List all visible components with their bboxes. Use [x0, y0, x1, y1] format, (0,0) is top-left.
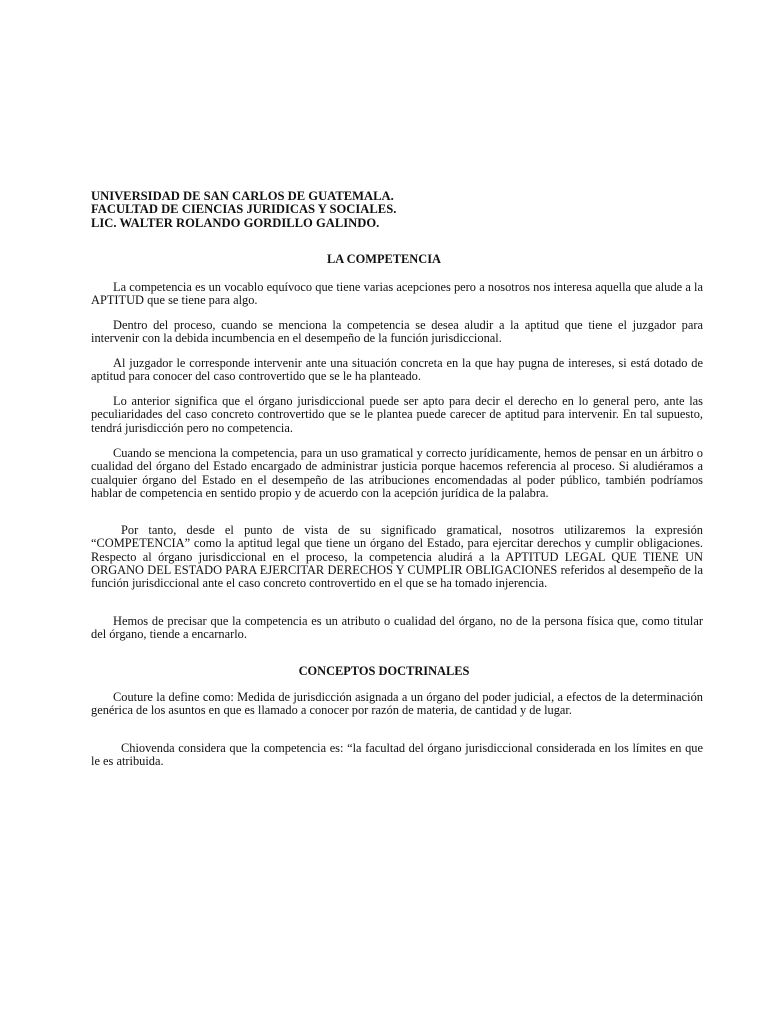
- paragraph: Chiovenda considera que la competencia es: “la facultad del órgano jurisdiccional considerada en los límites en que le es atribuida.: [91, 741, 703, 769]
- paragraph: Cuando se menciona la competencia, para un uso gramatical y correcto jurídicamente, hemos de pensar en un árbitro o cualidad del órgano del Estado encargado de administrar justicia porque hacemos referencia al proceso. Si aludiéramos a cualquier órgano del Estado en el desempeño de las atribuciones encomendadas al poder público, también podríamos hablar de competencia en sentido propio y de acuerdo con la acepción jurídica de la palabra.: [91, 446, 703, 500]
- header-university: UNIVERSIDAD DE SAN CARLOS DE GUATEMALA.: [91, 189, 394, 203]
- section-title-conceptos: CONCEPTOS DOCTRINALES: [298, 664, 470, 678]
- paragraph: Al juzgador le corresponde intervenir ante una situación concreta en la que hay pugna de intereses, si está dotado de aptitud para conocer del caso controvertido que se le ha planteado.: [91, 356, 703, 384]
- paragraph: La competencia es un vocablo equívoco que tiene varias acepciones pero a nosotros nos interesa aquella que alude a la APTITUD que se tiene para algo.: [91, 280, 703, 308]
- header-faculty: FACULTAD DE CIENCIAS JURIDICAS Y SOCIALES.: [91, 202, 397, 217]
- header-author: LIC. WALTER ROLANDO GORDILLO GALINDO.: [91, 215, 380, 230]
- paragraph: Dentro del proceso, cuando se menciona la competencia se desea aludir a la aptitud que tiene el juzgador para intervenir con la debida incumbencia en el desempeño de la función jurisdiccional.: [91, 318, 703, 346]
- paragraph: Lo anterior significa que el órgano jurisdiccional puede ser apto para decir el derecho en lo general pero, ante las peculiaridades del caso concreto controvertido que se le plantea puede carecer de aptitud para intervenir. En tal supuesto, tendrá jurisdicción pero no competencia.: [91, 394, 703, 435]
- paragraph: Hemos de precisar que la competencia es un atributo o cualidad del órgano, no de la persona física que, como titular del órgano, tiende a encarnarlo.: [91, 614, 703, 642]
- section-title-competencia: LA COMPETENCIA: [327, 252, 441, 266]
- paragraph: Por tanto, desde el punto de vista de su significado gramatical, nosotros utilizaremos la expresión “COMPETENCIA” como la aptitud legal que tiene un órgano del Estado, para ejercitar derechos y cumplir obligaciones. Respecto al órgano jurisdiccional en el proceso, la competencia aludirá a la APTITUD LEGAL QUE TIENE UN ORGANO DEL ESTADO PARA EJERCITAR DERECHOS Y CUMPLIR OBLIGACIONES referidos al desempeño de la función jurisdiccional ante el caso concreto controvertido en el que se ha tomado injerencia.: [91, 523, 703, 591]
- paragraph: Couture la define como: Medida de jurisdicción asignada a un órgano del poder judicial, a efectos de la determinación genérica de los asuntos en que es llamado a conocer por razón de materia, de cantidad y de lugar.: [91, 690, 703, 718]
- document-header: [91, 190, 396, 230]
